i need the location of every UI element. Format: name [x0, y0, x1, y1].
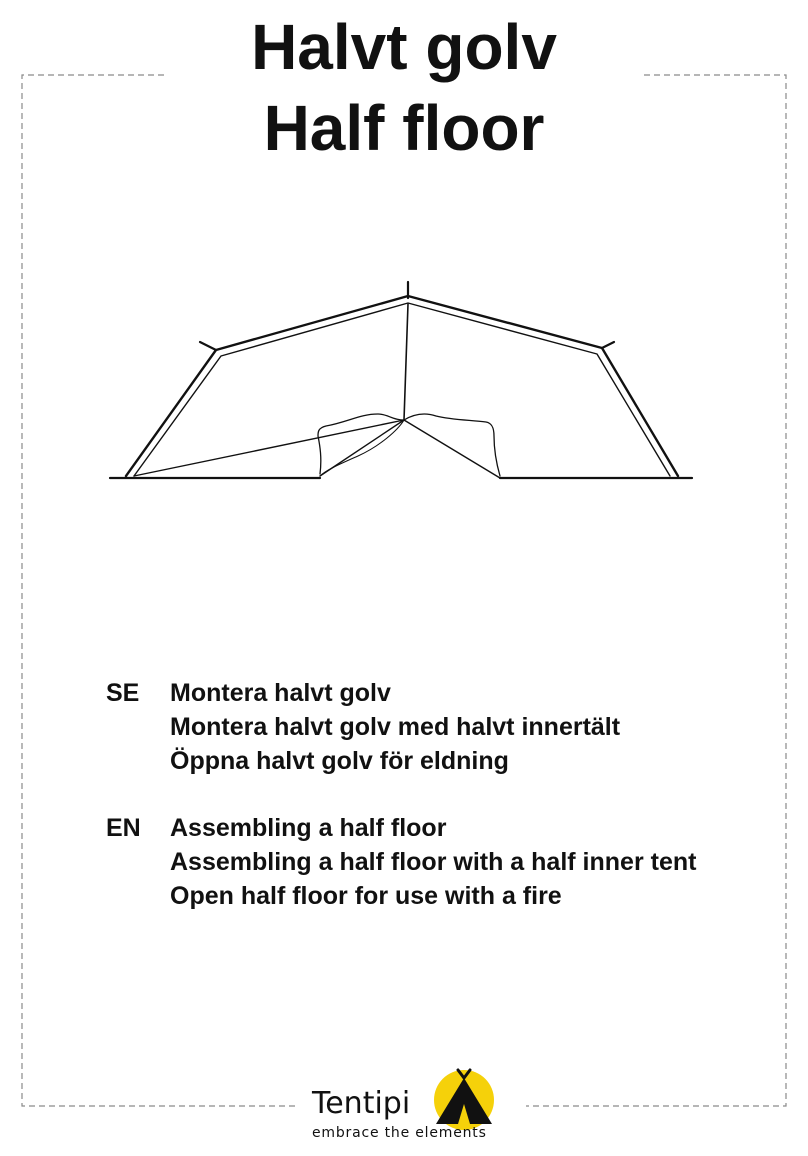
- tentipi-logo: [300, 1064, 530, 1144]
- section-item: Assembling a half floor with a half inner tent: [170, 848, 697, 876]
- language-code: EN: [106, 814, 141, 842]
- section-item: Montera halvt golv med halvt innertält: [170, 713, 621, 741]
- section-item-list: [170, 811, 696, 913]
- section-item: Open half floor for use with a fire: [170, 882, 562, 910]
- brand-name: Tentipi: [312, 1086, 411, 1121]
- section-item-list: [170, 676, 620, 778]
- tent-half-floor-illustration: [0, 270, 808, 490]
- section-item: Öppna halvt golv för eldning: [170, 747, 509, 775]
- brand-tagline: embrace the elements: [312, 1125, 487, 1141]
- page-title-swedish: Halvt golv: [251, 11, 557, 83]
- language-code: SE: [106, 679, 140, 707]
- section-item: Assembling a half floor: [170, 814, 447, 842]
- page-title-english: Half floor: [263, 92, 545, 164]
- section-item: Montera halvt golv: [170, 679, 391, 707]
- tent-logo-icon: [428, 1066, 500, 1132]
